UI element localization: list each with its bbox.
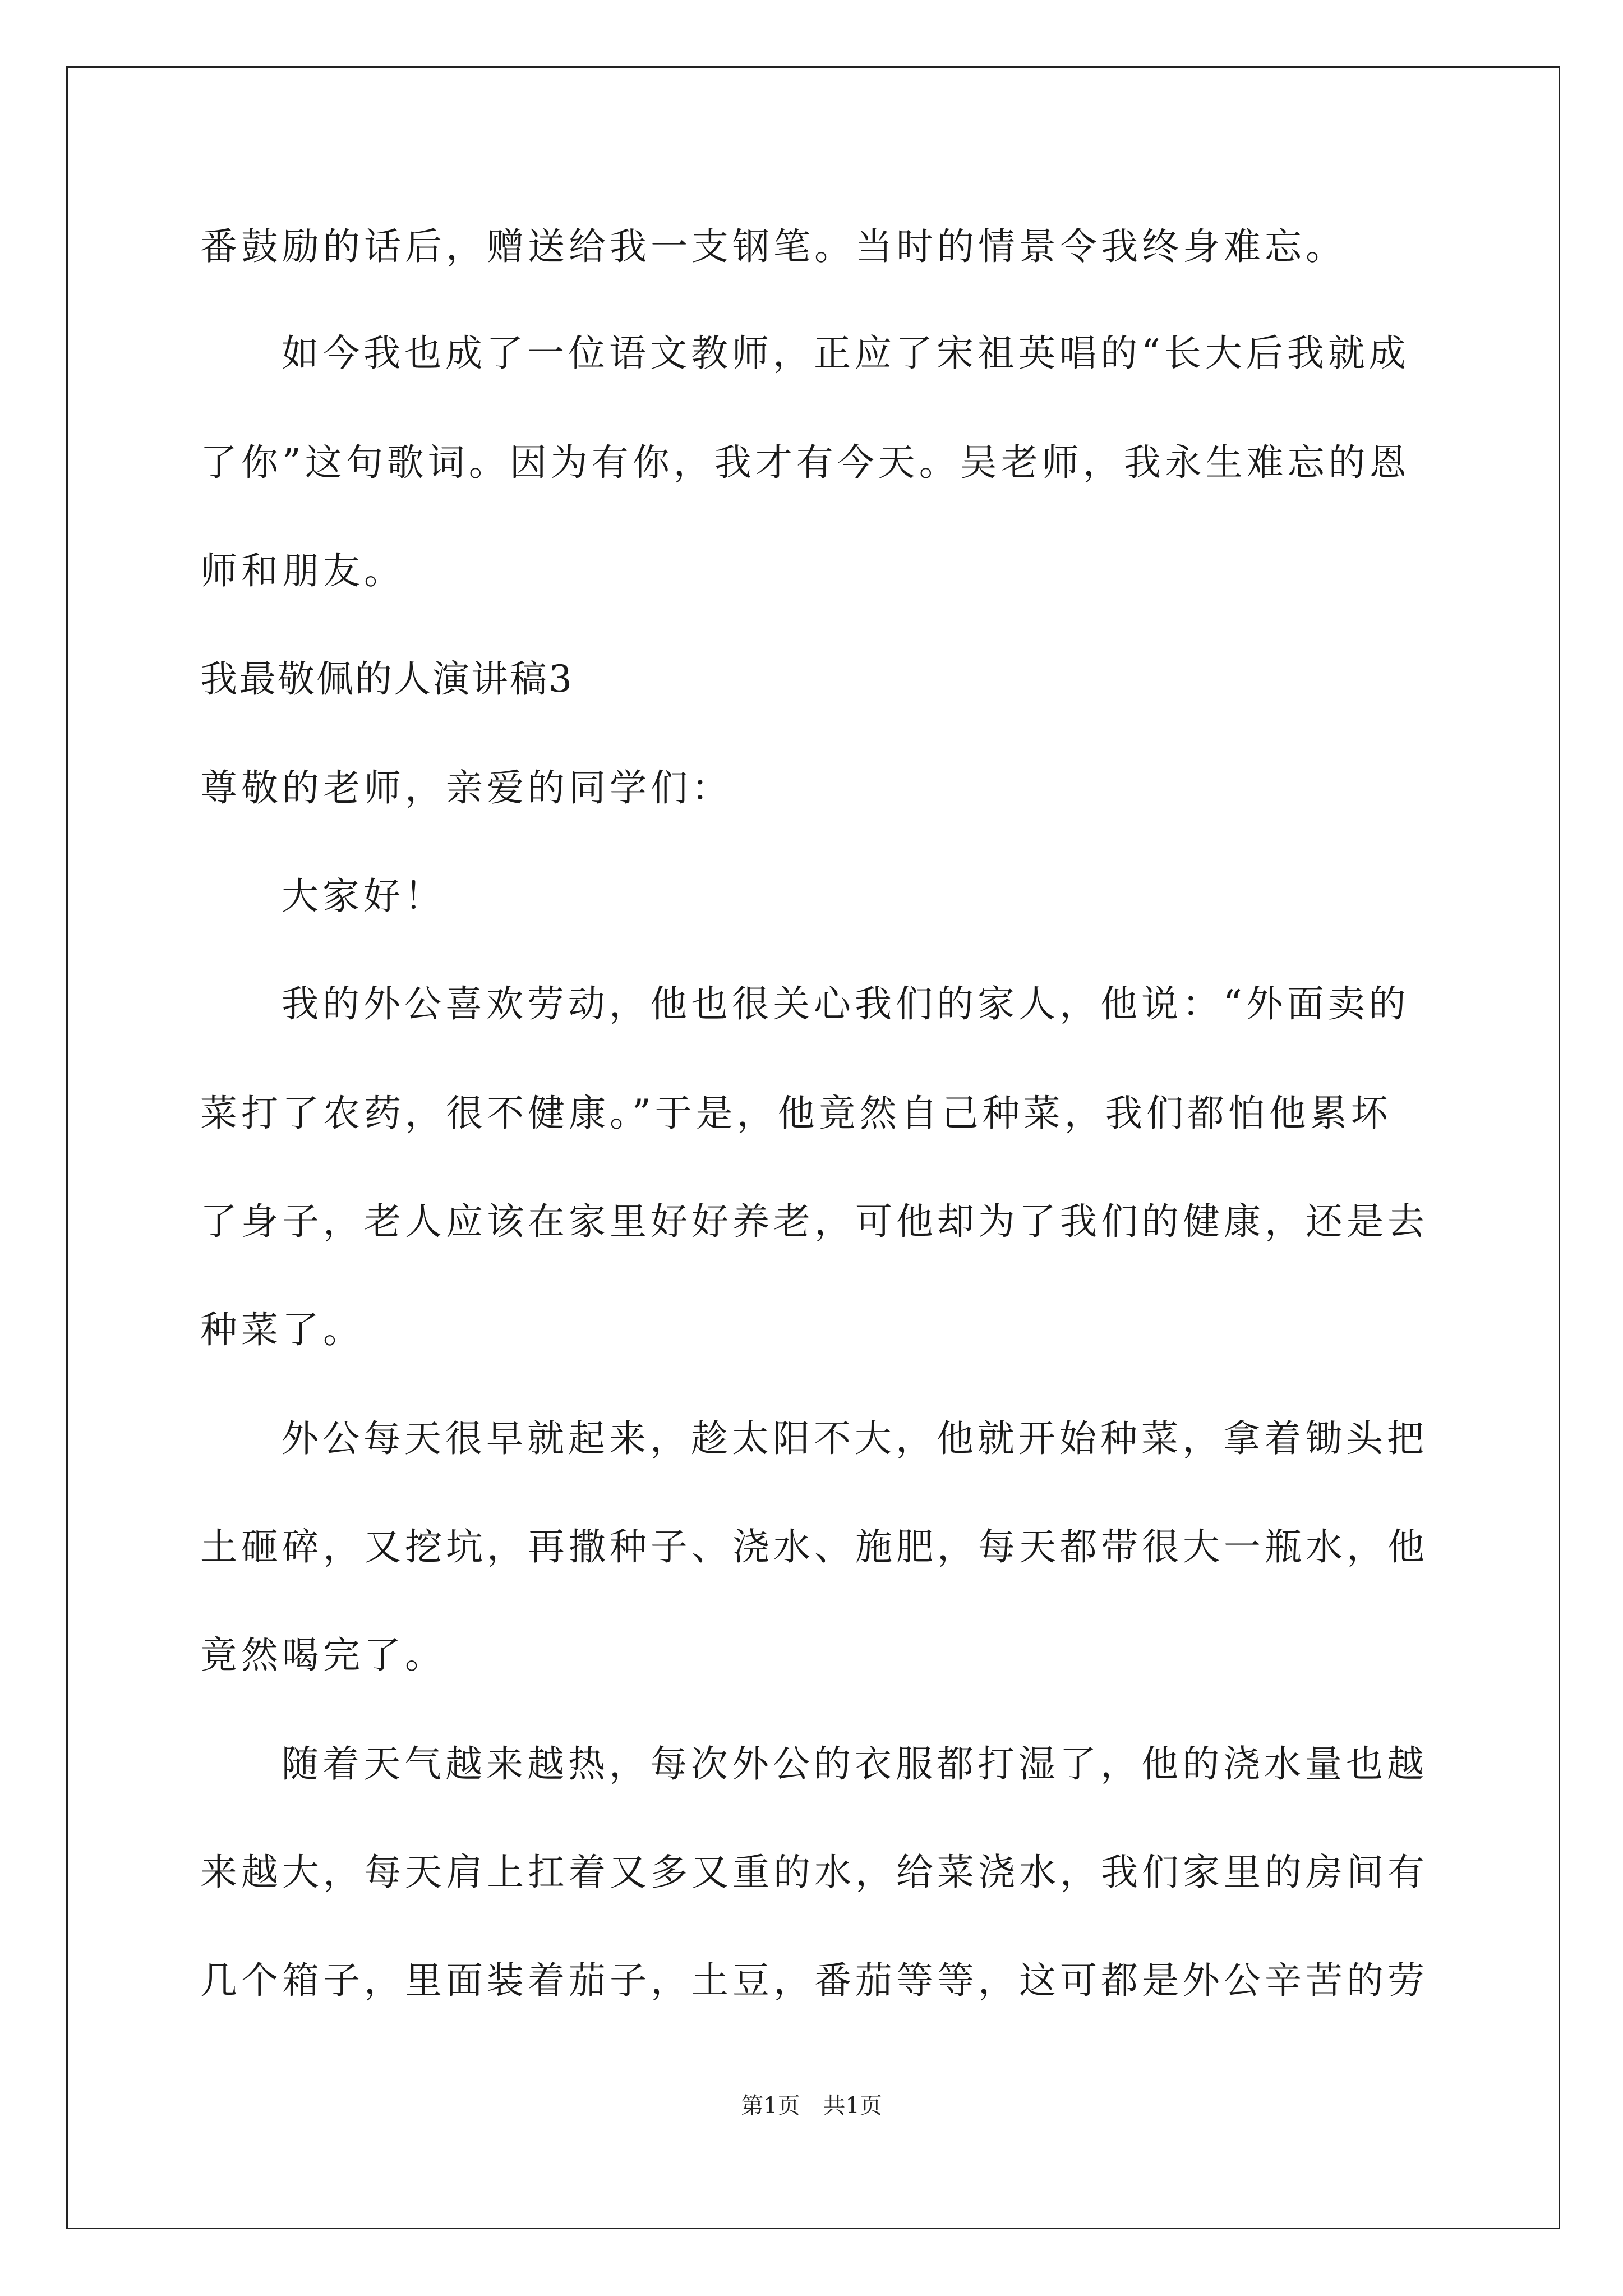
text-line-16: 来越大，每天肩上扛着又多又重的水，给菜浇水，我们家里的房间有 [200,1851,1428,1894]
text-line-17: 几个箱子，里面装着茄子，土豆，番茄等等，这可都是外公辛苦的劳 [200,1959,1428,2002]
text-line-9: 菜打了农药，很不健康。”于是，他竟然自己种菜，我们都怕他累坏 [200,1092,1392,1135]
text-line-14: 竟然喝完了。 [200,1634,446,1677]
text-line-1: 番鼓励的话后，赠送给我一支钢笔。当时的情景令我终身难忘。 [200,225,1347,268]
page-frame [66,66,1560,2229]
text-line-11: 种菜了。 [200,1308,364,1351]
text-line-4: 师和朋友。 [200,549,405,592]
text-line-13: 土砸碎，又挖坑，再撒种子、浇水、施肥，每天都带很大一瓶水，他 [200,1525,1428,1568]
text-line-8: 我的外公喜欢劳动，他也很关心我们的家人，他说：“外面卖的 [282,982,1410,1025]
page-footer [0,2093,1623,2118]
page-number-current: 第1页 [741,2093,800,2119]
text-line-2: 如今我也成了一位语文教师，正应了宋祖英唱的“长大后我就成 [282,332,1410,375]
text-line-12: 外公每天很早就起来，趁太阳不大，他就开始种菜，拿着锄头把 [282,1417,1428,1460]
text-line-3: 了你”这句歌词。因为有你，我才有今天。吴老师，我永生难忘的恩 [200,441,1410,484]
section-heading: 我最敬佩的人演讲稿3 [200,657,574,701]
text-line-15: 随着天气越来越热，每次外公的衣服都打湿了，他的浇水量也越 [282,1742,1428,1786]
text-line-10: 了身子，老人应该在家里好好养老，可他却为了我们的健康，还是去 [200,1200,1428,1243]
page-number-total: 共1页 [823,2093,882,2119]
greeting: 大家好！ [282,875,445,918]
salutation: 尊敬的老师，亲爱的同学们： [200,766,732,809]
